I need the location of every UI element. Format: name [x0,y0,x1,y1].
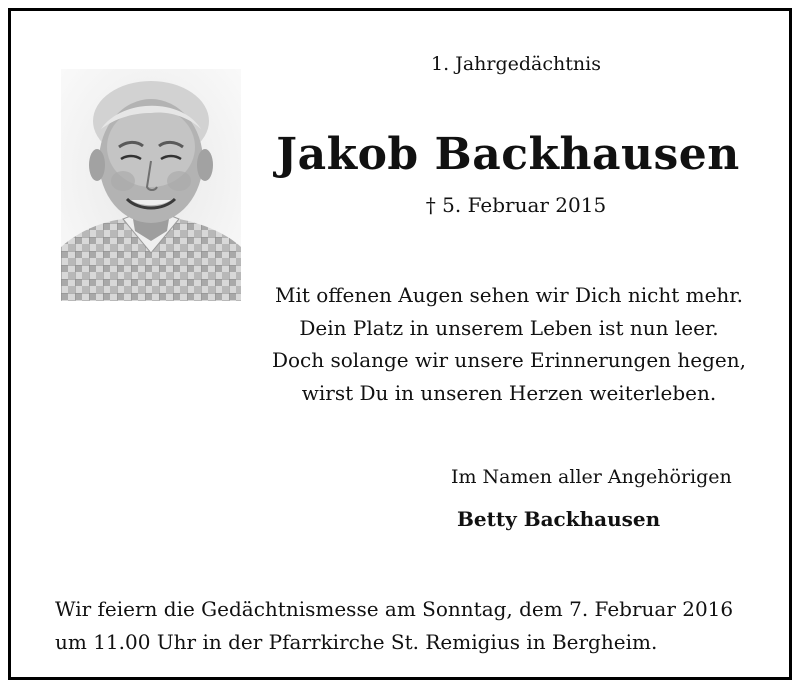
mass-announcement [55,593,775,659]
portrait-photo [61,69,241,301]
announcement-line: Wir feiern die Gedächtnismesse am Sonntag, dem 7. Februar 2016 [55,597,734,621]
poem-line: Mit offenen Augen sehen wir Dich nicht mehr. [274,283,744,307]
memorial-poem [259,279,759,409]
poem-line: Doch solange wir unsere Erinnerungen hegen, [271,348,746,373]
obituary-notice [8,8,792,680]
signature-intro: Im Namen aller Angehörigen [451,466,732,488]
signature-name: Betty Backhausen [457,507,661,531]
anniversary-label: 1. Jahrgedächtnis [431,53,601,75]
deceased-name: Jakob Backhausen [276,129,740,180]
poem-line: wirst Du in unseren Herzen weiterleben. [301,380,717,405]
announcement-line: um 11.00 Uhr in der Pfarrkirche St. Remigius in Bergheim. [55,630,658,654]
death-date: † 5. Februar 2015 [425,193,607,217]
poem-line: Dein Platz in unserem Leben ist nun leer. [299,315,719,340]
